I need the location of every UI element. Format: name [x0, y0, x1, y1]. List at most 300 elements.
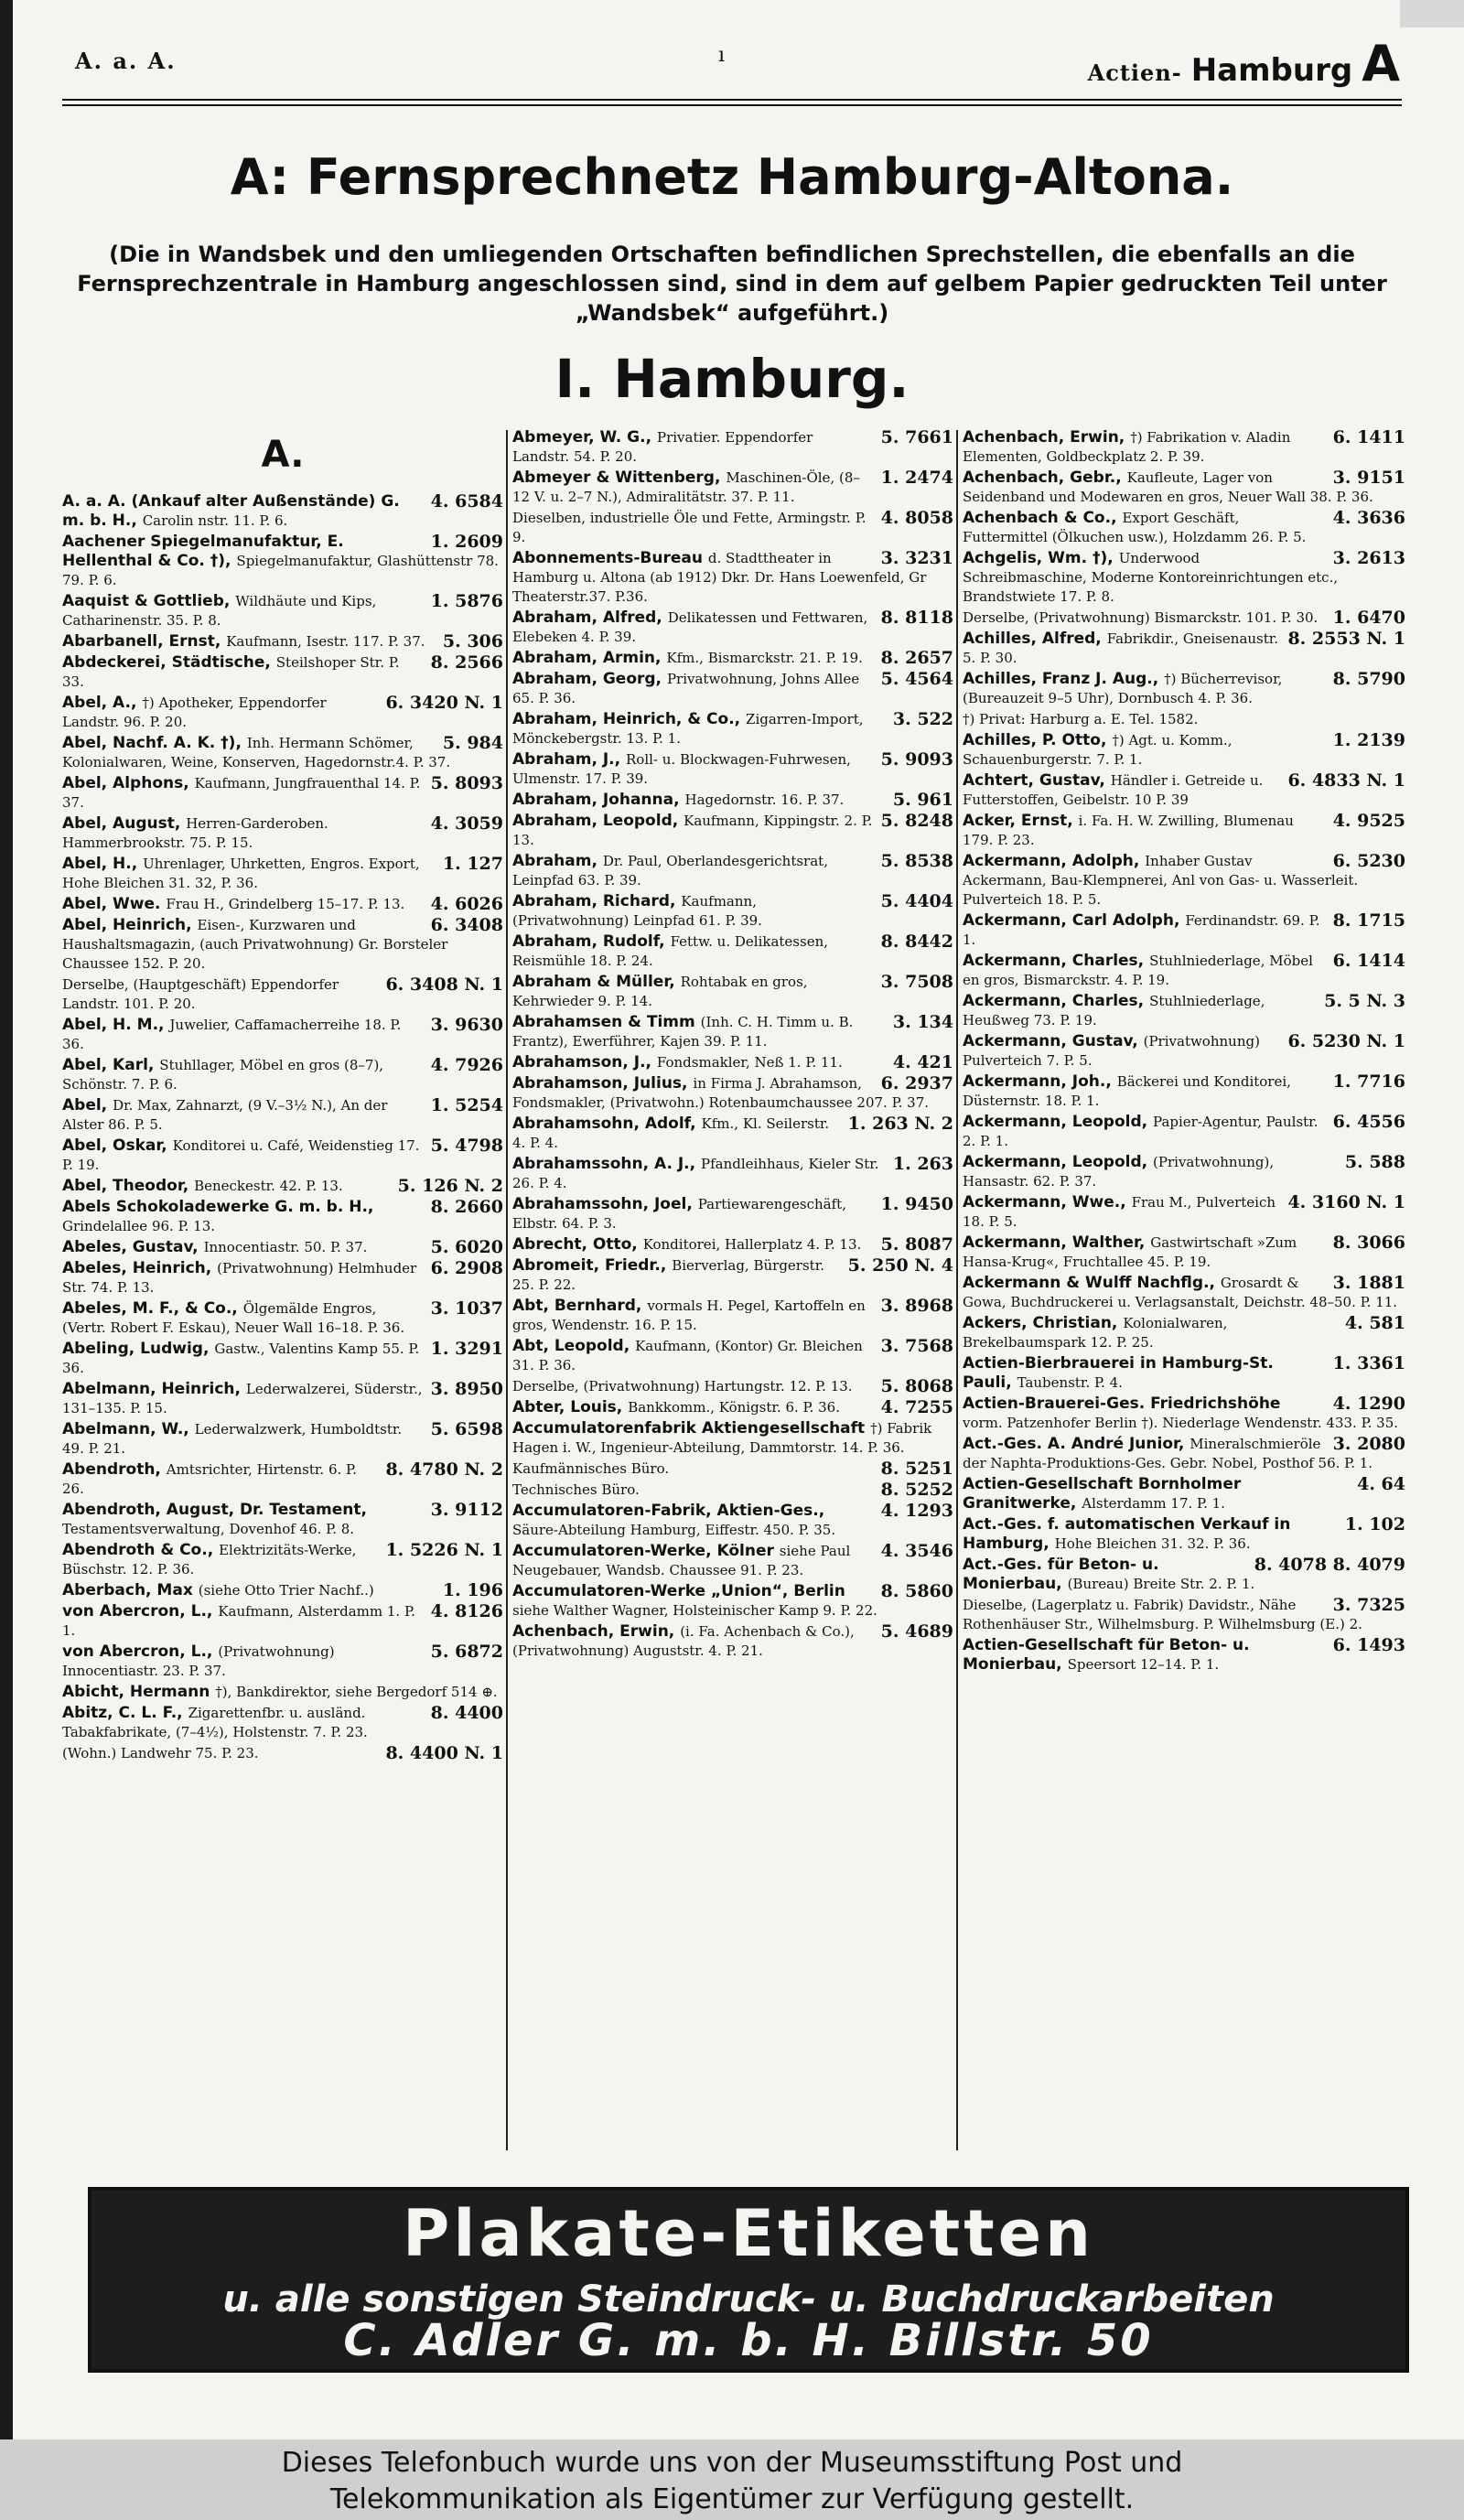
entry-phone-number: 3. 7508 [880, 972, 953, 992]
entry-phone-number: 5. 6598 [430, 1419, 503, 1439]
entry-name: Abraham, Alfred, [512, 608, 668, 627]
city-heading: I. Hamburg. [554, 348, 910, 410]
entry-name: Abelmann, Heinrich, [62, 1380, 246, 1398]
entry-phone-number: 8. 5252 [880, 1480, 953, 1500]
entry-details: Stuhlniederlage, Heußweg 73. P. 19. [963, 993, 1265, 1028]
entry-name: Abel, H., [62, 855, 144, 873]
directory-entry [62, 653, 503, 692]
entry-details: Bankkomm., Königstr. 6. P. 36. [628, 1399, 840, 1416]
directory-entry [963, 710, 1405, 729]
entry-phone-number: 4. 3636 [1332, 508, 1405, 528]
directory-entry [512, 428, 953, 467]
directory-entry [963, 771, 1405, 810]
entry-phone-number: 6. 3408 N. 1 [385, 975, 503, 995]
caption-line-2: Telekommunikation als Eigentümer zur Verfügung gestellt. [329, 2483, 1135, 2515]
entry-details: †), Bankdirektor, siehe Bergedorf 514 ⊕. [215, 1684, 498, 1700]
entry-phone-number: 1. 263 N. 2 [847, 1114, 953, 1134]
directory-entry [512, 1053, 953, 1072]
entry-details: Export Geschäft, Futtermittel (Ölkuchen usw.), Holzdamm 26. P. 5. [963, 510, 1307, 545]
directory-entry [62, 1198, 503, 1236]
advert-company: C. Adler G. m. b. H. Billstr. 50 [343, 2315, 1154, 2366]
entry-phone-number: 5. 8068 [880, 1376, 953, 1396]
entry-details: Bierverlag, Bürgerstr. 25. P. 22. [512, 1257, 824, 1293]
directory-entry [62, 1420, 503, 1459]
entry-details: (Privatwohnung) Innocentiastr. 23. P. 37. [62, 1643, 335, 1679]
entry-name: Abicht, Hermann [62, 1683, 216, 1701]
entry-details: Mineralschmieröle der Naphta-Produktions-Ges. Gebr. Nobel, Posthof 56. P. 1. [963, 1436, 1373, 1471]
entry-name: Actien-Gesellschaft Bornholmer Granitwerke, [963, 1475, 1242, 1513]
directory-entry [512, 1115, 953, 1153]
entry-name: Accumulatoren-Werke, Kölner [512, 1542, 780, 1560]
directory-entry [512, 1459, 953, 1479]
entry-name: Achgelis, Wm. †), [963, 549, 1119, 567]
directory-entry [512, 1377, 953, 1396]
directory-entry [62, 492, 503, 531]
entry-details: Kaufmann, Kippingstr. 2. P. 13. [512, 813, 873, 848]
entry-phone-number: 1. 196 [442, 1580, 503, 1600]
entry-details: Alsterdamm 17. P. 1. [1082, 1495, 1225, 1512]
directory-entry [963, 1475, 1405, 1513]
directory-entry [62, 1501, 503, 1539]
entry-name: Abendroth, August, Dr. Testament, [62, 1501, 367, 1519]
entry-name: Abrahamsohn, Adolf, [512, 1115, 702, 1133]
directory-entry [512, 1502, 953, 1540]
entry-details: Maschinen-Öle, (8–12 V. u. 2–7 N.), Admiralitätstr. 37. P. 11. [512, 469, 860, 505]
directory-entry [512, 1155, 953, 1193]
directory-entry [62, 1602, 503, 1641]
entry-name: Ackers, Christian, [963, 1314, 1124, 1332]
directory-entry [62, 1340, 503, 1378]
directory-entry [512, 892, 953, 931]
directory-entry [963, 812, 1405, 850]
entry-name: Ackermann, Walther, [963, 1233, 1151, 1252]
entry-name: Abraham, Johanna, [512, 791, 685, 809]
entry-name: Ackermann, Adolph, [963, 852, 1146, 870]
entry-phone-number: 8. 2553 N. 1 [1287, 629, 1405, 649]
entry-phone-number: 1. 5226 N. 1 [385, 1540, 503, 1560]
entry-details: Eisen-, Kurzwaren und Haushaltsmagazin, (auch Privatwohnung) Gr. Borsteler Chaussee 152. P. 20. [62, 917, 448, 972]
entry-details: Kaufleute, Lager von Seidenband und Modewaren en gros, Neuer Wall 38. P. 36. [963, 469, 1373, 505]
entry-name: Abel, August, [62, 814, 187, 833]
directory-entry [512, 1256, 953, 1295]
entry-name: Ackermann, Leopold, [963, 1153, 1154, 1171]
entry-phone-number: 1. 5254 [430, 1095, 503, 1115]
entry-name: Abter, Louis, [512, 1398, 629, 1416]
entry-details: Stuhllager, Möbel en gros (8–7), Schönstr. 7. P. 6. [62, 1057, 384, 1093]
entry-name: Abrahamsen & Timm [512, 1013, 701, 1031]
entry-details: Speersort 12–14. P. 1. [1067, 1656, 1220, 1673]
entry-details: Derselbe, (Privatwohnung) Bismarckstr. 101. P. 30. [963, 609, 1319, 626]
entry-phone-number: 4. 6026 [430, 894, 503, 914]
entry-name: Ackermann, Gustav, [963, 1032, 1144, 1050]
directory-entry [62, 694, 503, 732]
directory-entry [512, 791, 953, 810]
entry-name: Abendroth, [62, 1460, 167, 1479]
directory-entry [62, 734, 503, 772]
entry-name: Abitz, C. L. F., [62, 1704, 188, 1722]
advert-headline: Plakate-Etiketten [403, 2196, 1094, 2271]
advert-tagline: u. alle sonstigen Steindruck- u. Buchdruckarbeiten [222, 2278, 1275, 2321]
directory-entry [62, 975, 503, 1014]
directory-entry [963, 608, 1405, 628]
entry-details: Wildhäute und Kips, Catharinenstr. 35. P. 8. [62, 593, 377, 629]
entry-details: Privatier. Eppendorfer Landstr. 54. P. 20. [512, 429, 813, 465]
directory-entry [963, 1193, 1405, 1232]
directory-entry [512, 1337, 953, 1375]
entry-name: Ackermann, Joh., [963, 1072, 1117, 1091]
directory-entry [512, 468, 953, 507]
entry-phone-number: 8. 4078 8. 4079 [1254, 1555, 1405, 1575]
entry-phone-number: 5. 8248 [880, 811, 953, 831]
entry-name: Abmeyer & Wittenberg, [512, 468, 727, 487]
entry-details: Bäckerei und Konditorei, Düsternstr. 18. P. 1. [963, 1073, 1291, 1109]
directory-entry [963, 952, 1405, 990]
entry-details: †) Fabrikation v. Aladin Elementen, Goldbeckplatz 2. P. 39. [963, 429, 1291, 465]
entry-name: Ackermann, Wwe., [963, 1193, 1132, 1212]
entry-name: Abel, [62, 1096, 113, 1115]
entry-details: Delikatessen und Fettwaren, Elebeken 4. P. 39. [512, 609, 868, 645]
running-header-section: Actien- [1087, 59, 1182, 86]
directory-entry [963, 1032, 1405, 1071]
directory-entry [963, 1274, 1405, 1312]
entry-details: siehe Paul Neugebauer, Wandsb. Chaussee 91. P. 23. [512, 1543, 851, 1578]
entry-phone-number: 4. 1293 [880, 1501, 953, 1521]
directory-entry [512, 608, 953, 647]
entry-phone-number: 3. 8968 [880, 1296, 953, 1316]
entry-name: Abrecht, Otto, [512, 1235, 643, 1254]
entry-details: Technisches Büro. [512, 1481, 640, 1498]
directory-entry [963, 670, 1405, 708]
entry-phone-number: 5. 7661 [880, 428, 953, 447]
entry-name: Abrahamssohn, A. J., [512, 1155, 701, 1173]
entry-phone-number: 5. 984 [442, 733, 503, 753]
entry-phone-number: 8. 4400 [430, 1703, 503, 1723]
entry-phone-number: 4. 3546 [880, 1541, 953, 1561]
entry-name: Act.-Ges. für Beton- u. Monierbau, [963, 1556, 1159, 1593]
entry-phone-number: 3. 2613 [1332, 548, 1405, 568]
entry-name: Abromeit, Friedr., [512, 1256, 673, 1275]
entry-details: Dr. Max, Zahnarzt, (9 V.–3½ N.), An der Alster 86. P. 5. [62, 1097, 388, 1133]
entry-name: Achilles, Alfred, [963, 630, 1107, 648]
directory-entry [963, 428, 1405, 467]
entry-name: Abraham, [512, 852, 603, 870]
entry-phone-number: 8. 2566 [430, 652, 503, 673]
entry-name: Achtert, Gustav, [963, 771, 1111, 790]
entry-name: Abel, Theodor, [62, 1177, 195, 1195]
entry-name: Abeles, Gustav, [62, 1238, 204, 1256]
entry-name: Abrahamson, J., [512, 1053, 657, 1072]
entry-phone-number: 5. 588 [1344, 1152, 1405, 1172]
entry-details: Kaufmann, Alsterdamm 1. P. 1. [62, 1603, 415, 1639]
entry-name: Abraham, Heinrich, & Co., [512, 710, 747, 728]
entry-name: Abelmann, W., [62, 1420, 195, 1438]
entry-name: Abel, Heinrich, [62, 916, 198, 934]
entry-name: Abrahamssohn, Joel, [512, 1195, 698, 1213]
entry-phone-number: 1. 2609 [430, 532, 503, 552]
directory-entry [62, 1683, 503, 1702]
running-header-right [1088, 35, 1400, 92]
directory-entry [512, 1195, 953, 1233]
entry-name: Achilles, Franz J. Aug., [963, 670, 1165, 688]
entry-details: Hagedornstr. 16. P. 37. [684, 792, 845, 808]
entry-phone-number: 1. 3361 [1332, 1353, 1405, 1373]
directory-column-1 [62, 428, 503, 2148]
page-binding-edge [0, 0, 13, 2439]
directory-entry [512, 1542, 953, 1580]
entry-details: Fondsmakler, Neß 1. P. 11. [656, 1054, 843, 1071]
entry-phone-number: 4. 421 [892, 1052, 953, 1072]
directory-entry [963, 630, 1405, 668]
directory-entry [512, 1481, 953, 1500]
entry-phone-number: 8. 8118 [880, 608, 953, 628]
directory-entry [963, 1515, 1405, 1554]
entry-phone-number: 5. 4689 [880, 1621, 953, 1642]
directory-entry [62, 1016, 503, 1054]
entry-phone-number: 4. 6584 [430, 491, 503, 512]
directory-entry [62, 1299, 503, 1338]
directory-entry [963, 1113, 1405, 1151]
entry-details: Elektrizitäts-Werke, Büschstr. 12. P. 36. [62, 1542, 357, 1578]
entry-details: Frau M., Pulverteich 18. P. 5. [963, 1194, 1276, 1230]
entry-phone-number: 8. 5790 [1332, 669, 1405, 689]
entry-name: Abeles, Heinrich, [62, 1259, 218, 1277]
entry-name: Abel, Nachf. A. K. †), [62, 734, 247, 752]
directory-entry [963, 1153, 1405, 1191]
entry-phone-number: 5. 306 [442, 631, 503, 652]
entry-details: Spiegelmanufaktur, Glashüttenstr 78. 79. P. 6. [62, 553, 499, 588]
entry-phone-number: 6. 3420 N. 1 [385, 693, 503, 713]
entry-phone-number: 1. 3291 [430, 1339, 503, 1359]
directory-entry [512, 710, 953, 748]
entry-name: Abt, Bernhard, [512, 1297, 648, 1315]
entry-name: Aaquist & Gottlieb, [62, 592, 236, 610]
entry-details: siehe Walther Wagner, Holsteinischer Kamp 9. P. 22. [512, 1602, 877, 1619]
directory-entry [62, 916, 503, 974]
entry-phone-number: 3. 3231 [880, 548, 953, 568]
entry-name: Abeles, M. F., & Co., [62, 1299, 243, 1318]
directory-entry [963, 731, 1405, 770]
directory-entry [512, 1013, 953, 1051]
directory-entry [963, 992, 1405, 1030]
entry-phone-number: 6. 1411 [1332, 428, 1405, 447]
entry-phone-number: 8. 2657 [880, 648, 953, 668]
entry-phone-number: 6. 4833 N. 1 [1287, 770, 1405, 791]
entry-details: (Wohn.) Landwehr 75. P. 23. [62, 1745, 259, 1761]
directory-entry [512, 509, 953, 547]
entry-name: Ackermann, Leopold, [963, 1113, 1154, 1131]
entry-details: Herren-Garderoben. Hammerbrookstr. 75. P. 15. [62, 815, 328, 851]
entry-details: Inh. Hermann Schömer, Kolonialwaren, Weine, Konserven, Hagedornstr.4. P. 37. [62, 735, 451, 770]
entry-phone-number: 5. 4564 [880, 669, 953, 689]
entry-phone-number: 3. 9151 [1332, 468, 1405, 488]
entry-name: Aachener Spiegelmanufaktur, E. Hellenthal & Co. †), [62, 533, 344, 570]
entry-phone-number: 3. 1037 [430, 1298, 503, 1319]
entry-phone-number: 1. 5876 [430, 591, 503, 611]
entry-name: von Abercron, L., [62, 1642, 219, 1661]
entry-name: Abeling, Ludwig, [62, 1340, 215, 1358]
entry-details: Rohtabak en gros, Kehrwieder 9. P. 14. [512, 974, 808, 1009]
entry-name: Abraham, Armin, [512, 649, 667, 667]
entry-details: Grindelallee 96. P. 13. [62, 1218, 216, 1234]
entry-details: in Firma J. Abrahamson, Fondsmakler, (Privatwohn.) Rotenbaumchaussee 207. P. 37. [512, 1075, 930, 1111]
entry-phone-number: 5. 4404 [880, 891, 953, 911]
directory-entry [963, 1395, 1405, 1433]
entry-details: Zigarettenfbr. u. ausländ. Tabakfabrikate, (7–4½), Holstenstr. 7. P. 23. [62, 1705, 368, 1740]
running-header-city: Hamburg [1190, 52, 1353, 89]
entry-details: Konditorei u. Café, Weidenstieg 17. P. 19. [62, 1137, 420, 1173]
entry-details: Inhaber Gustav Ackermann, Bau-Klempnerei, Anl von Gas- u. Wasserleit. Pulverteich 18. P. 5. [963, 853, 1359, 908]
entry-details: Frau H., Grindelberg 15–17. P. 13. [166, 896, 405, 912]
directory-entry [62, 1380, 503, 1418]
entry-phone-number: 1. 7716 [1332, 1072, 1405, 1092]
entry-details: Kaufmann, (Kontor) Gr. Bleichen 31. P. 36. [512, 1338, 863, 1373]
page-subtitle-note: (Die in Wandsbek und den umliegenden Ortschaften befindlichen Sprechstellen, die ebenfalls an die Fernsprechzentrale in Hamburg angeschlossen sind, sind in dem auf gelbem Papier gedruckten Teil unter „Wandsbek“ aufgeführt.) [77, 242, 1387, 326]
entry-details: Innocentiastr. 50. P. 37. [203, 1239, 368, 1255]
entry-details: (siehe Otto Trier Nachf..) [198, 1582, 374, 1599]
entry-name: Ackermann & Wulff Nachflg., [963, 1274, 1221, 1292]
entry-phone-number: 1. 2474 [880, 468, 953, 488]
entry-phone-number: 3. 2080 [1332, 1434, 1405, 1454]
entry-details: Fettw. u. Delikatessen, Reismühle 18. P. 24. [512, 933, 829, 969]
directory-entry [963, 549, 1405, 607]
entry-phone-number: 3. 9112 [430, 1500, 503, 1520]
directory-entry [62, 814, 503, 853]
section-letter: A. [261, 434, 305, 476]
directory-entry [62, 1136, 503, 1175]
entry-phone-number: 5. 8093 [430, 773, 503, 793]
entry-phone-number: 1. 263 [892, 1154, 953, 1174]
entry-name: Actien-Bierbrauerei in Hamburg-St. Pauli, [963, 1354, 1274, 1392]
page-corner [1400, 0, 1464, 27]
entry-name: Abel, A., [62, 694, 143, 712]
entry-phone-number: 8. 4400 N. 1 [385, 1743, 503, 1763]
directory-entry [62, 632, 503, 652]
entry-phone-number: 8. 1715 [1332, 910, 1405, 931]
entry-name: Abmeyer, W. G., [512, 428, 657, 447]
directory-entry [512, 1582, 953, 1621]
entry-details: (Inh. C. H. Timm u. B. Frantz), Ewerführer, Kajen 39. P. 11. [512, 1014, 854, 1050]
entry-details: Ölgemälde Engros, (Vertr. Robert F. Eskau), Neuer Wall 16–18. P. 36. [62, 1300, 405, 1336]
entry-name: Abel, Wwe. [62, 895, 167, 913]
entry-details: Lederwalzwerk, Humboldtstr. 49. P. 21. [62, 1421, 403, 1457]
entry-name: Abonnements-Bureau [512, 549, 708, 567]
directory-column-3 [963, 428, 1405, 2148]
entry-details: Konditorei, Hallerplatz 4. P. 13. [642, 1236, 862, 1253]
directory-entry [963, 1636, 1405, 1675]
directory-entry [62, 1096, 503, 1135]
directory-entry [62, 1541, 503, 1579]
directory-entry [512, 812, 953, 850]
entry-name: Ackermann, Charles, [963, 992, 1150, 1010]
entry-phone-number: 5. 8538 [880, 851, 953, 871]
entry-phone-number: 5. 9093 [880, 749, 953, 770]
entry-details: Kaufmännisches Büro. [512, 1460, 670, 1477]
directory-entry [62, 855, 503, 893]
entry-name: Abrahamson, Julius, [512, 1074, 694, 1093]
directory-entry [512, 549, 953, 607]
entry-name: Abraham, Georg, [512, 670, 667, 688]
entry-phone-number: 6. 3408 [430, 915, 503, 935]
entry-name: Achenbach, Erwin, [963, 428, 1131, 447]
caption-line-1: Dieses Telefonbuch wurde uns von der Museumsstiftung Post und [281, 2447, 1183, 2479]
entry-phone-number: 4. 1290 [1332, 1394, 1405, 1414]
entry-details: d. Stadttheater in Hamburg u. Altona (ab 1912) Dkr. Dr. Hans Loewenfeld, Gr Theaterstr.37. P.36. [512, 550, 927, 605]
entry-name: Abraham, Richard, [512, 892, 682, 910]
entry-phone-number: 4. 8126 [430, 1601, 503, 1621]
directory-entry [62, 1259, 503, 1298]
entry-details: †) Privat: Harburg a. E. Tel. 1582. [963, 711, 1199, 727]
entry-details: Fabrikdir., Gneisenaustr. 5. P. 30. [963, 630, 1279, 666]
entry-details: †) Apotheker, Eppendorfer Landstr. 96. P. 20. [62, 695, 327, 730]
entry-phone-number: 1. 127 [442, 854, 503, 874]
directory-entry [62, 1056, 503, 1094]
entry-phone-number: 1. 102 [1344, 1514, 1405, 1535]
entry-phone-number: 8. 5860 [880, 1581, 953, 1601]
entry-details: Gastwirtschaft »Zum Hansa-Krug«, Fruchtallee 45. P. 19. [963, 1234, 1297, 1270]
directory-entry [512, 1419, 953, 1458]
entry-details: Dr. Paul, Oberlandesgerichtsrat, Leinpfad 63. P. 39. [512, 853, 828, 888]
entry-phone-number: 6. 1414 [1332, 951, 1405, 971]
entry-details: Taubenstr. P. 4. [1017, 1374, 1123, 1391]
entry-phone-number: 5. 961 [892, 790, 953, 810]
entry-details: Lederwalzerei, Süderstr., 131–135. P. 15. [62, 1381, 423, 1416]
directory-entry [963, 1233, 1405, 1272]
entry-name: Aberbach, Max [62, 1581, 199, 1599]
entry-details: Händler i. Getreide u. Futterstoffen, Geibelstr. 10 P. 39 [963, 772, 1264, 808]
directory-entry [963, 509, 1405, 547]
directory-entry [62, 1238, 503, 1257]
entry-details: Hohe Bleichen 31. 32. P. 36. [1054, 1535, 1251, 1552]
entry-phone-number: 4. 9525 [1332, 811, 1405, 831]
entry-name: Abendroth & Co., [62, 1541, 220, 1559]
directory-entry [963, 1556, 1405, 1594]
entry-phone-number: 8. 4780 N. 2 [385, 1459, 503, 1480]
entry-name: Abels Schokoladewerke G. m. b. H., [62, 1198, 374, 1216]
entry-phone-number: 6. 5230 N. 1 [1287, 1031, 1405, 1051]
entry-name: Act.-Ges. A. André Junior, [963, 1435, 1190, 1453]
entry-name: Achilles, P. Otto, [963, 731, 1113, 749]
entry-phone-number: 6. 1493 [1332, 1635, 1405, 1655]
directory-entry [512, 932, 953, 971]
directory-entry [62, 1460, 503, 1499]
entry-details: i. Fa. H. W. Zwilling, Blumenau 179. P. 23. [963, 813, 1294, 848]
entry-phone-number: 4. 7926 [430, 1055, 503, 1075]
directory-entry [62, 1704, 503, 1742]
entry-details: Ferdinandstr. 69. P. 1. [963, 912, 1320, 948]
entry-details: Uhrenlager, Uhrketten, Engros. Export, Hohe Bleichen 31. 32, P. 36. [62, 856, 420, 891]
directory-entry [512, 750, 953, 789]
entry-details: Zigarren-Import, Mönckebergstr. 13. P. 1. [512, 711, 864, 747]
entry-name: Abarbanell, Ernst, [62, 632, 227, 651]
directory-entry [963, 852, 1405, 910]
page-title: A: Fernsprechnetz Hamburg-Altona. [230, 148, 1234, 206]
header-rule [62, 104, 1402, 106]
running-header-letter: A [1362, 35, 1400, 92]
entry-details: Papier-Agentur, Paulstr. 2. P. 1. [963, 1114, 1319, 1149]
entry-name: A. a. A. (Ankauf alter Außenstände) G. m. b. H., [62, 492, 400, 530]
entry-details: Pfandleihhaus, Kieler Str. 26. P. 4. [512, 1156, 879, 1191]
entry-details: Beneckestr. 42. P. 13. [194, 1178, 343, 1194]
running-header-left: A. a. A. [75, 48, 177, 74]
directory-entry [963, 911, 1405, 950]
directory-entry [512, 852, 953, 890]
entry-details: Juwelier, Caffamacherreihe 18. P. 36. [62, 1017, 402, 1052]
entry-details: Gastw., Valentins Kamp 55. P. 36. [62, 1341, 420, 1376]
entry-phone-number: 4. 64 [1357, 1474, 1405, 1494]
entry-details: Amtsrichter, Hirtenstr. 6. P. 26. [62, 1461, 357, 1497]
entry-details: Kfm., Kl. Seilerstr. 4. P. 4. [512, 1115, 830, 1151]
entry-list-1 [62, 492, 503, 1763]
